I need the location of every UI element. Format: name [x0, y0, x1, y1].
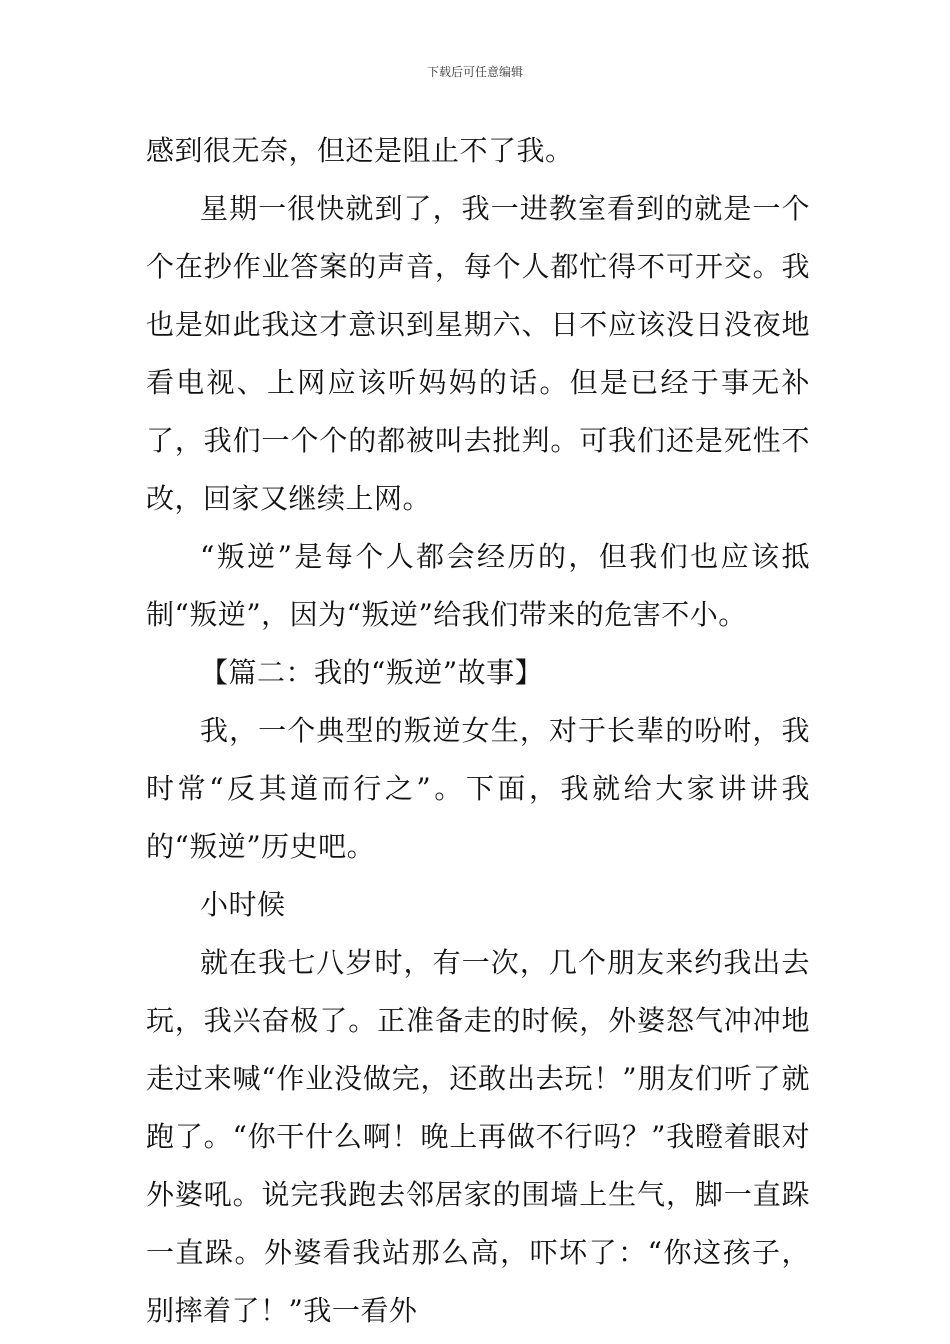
document-body: [146, 122, 810, 1340]
paragraph-introduction: 我，一个典型的叛逆女生，对于长辈的吩咐，我时常“反其道而行之”。下面，我就给大家讲讲我的“叛逆”历史吧。: [146, 714, 810, 863]
section-heading-part-two: 【篇二：我的“叛逆”故事】: [200, 656, 544, 689]
paragraph-continuation: 感到很无奈，但还是阻止不了我。: [146, 134, 574, 167]
page-header: 下载后可任意编辑: [426, 65, 523, 79]
subheading-childhood: 小时候: [200, 888, 286, 921]
paragraph-childhood-story: 就在我七八岁时，有一次，几个朋友来约我出去玩，我兴奋极了。正准备走的时候，外婆怒气冲冲地走过来喊“作业没做完，还敢出去玩！”朋友们听了就跑了。“你干什么啊！晚上再做不行吗？”我瞪着眼对外婆吼。说完我跑去邻居家的围墙上生气，脚一直跺一直跺。外婆看我站那么高，吓坏了：“你这孩子，别摔着了！”我一看外: [146, 946, 810, 1327]
paragraph-rebellion-conclusion: “叛逆”是每个人都会经历的，但我们也应该抵制“叛逆”，因为“叛逆”给我们带来的危害不小。: [146, 540, 810, 631]
paragraph-monday: 星期一很快就到了，我一进教室看到的就是一个个在抄作业答案的声音，每个人都忙得不可开交。我也是如此我这才意识到星期六、日不应该没日没夜地看电视、上网应该听妈妈的话。但是已经于事无补了，我们一个个的都被叫去批判。可我们还是死性不改，回家又继续上网。: [146, 192, 810, 515]
